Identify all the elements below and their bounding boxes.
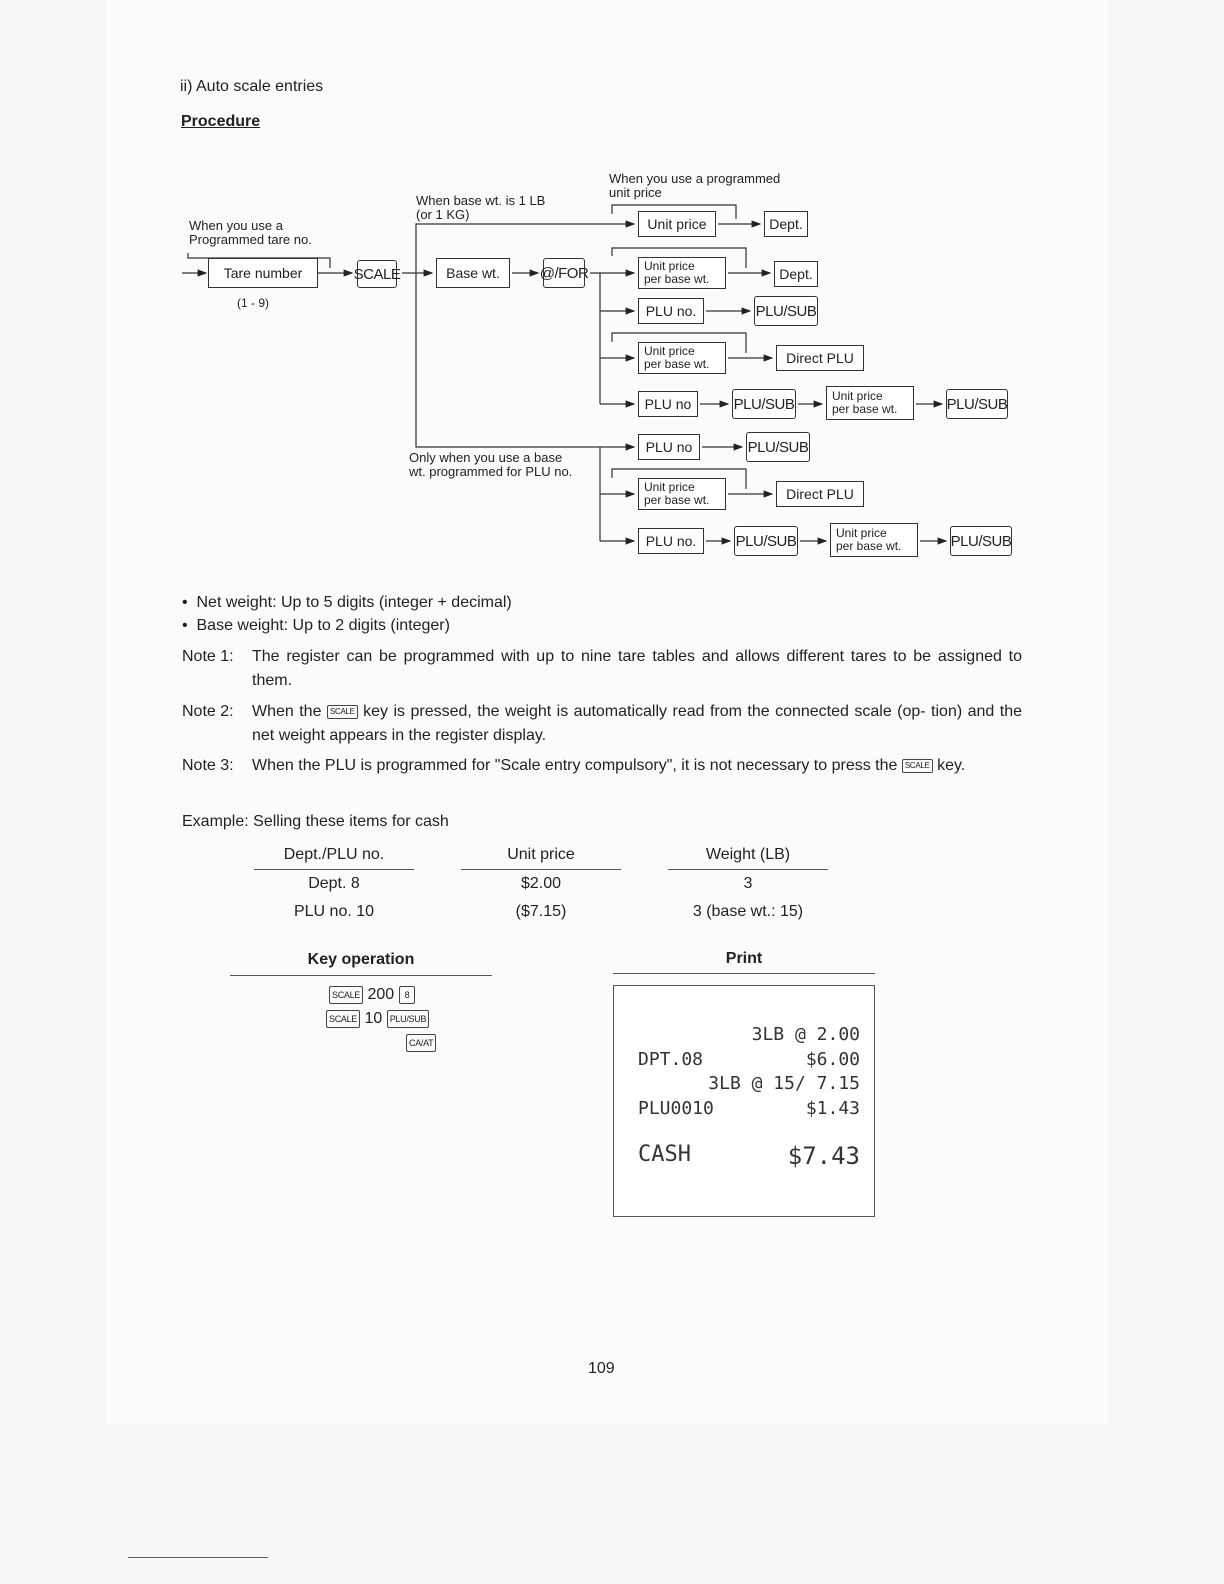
table-cell: $2.00 xyxy=(520,875,562,892)
unit-price-per-base-box-5: Unit price per base wt. xyxy=(830,523,918,557)
table-header: Dept./PLU no. xyxy=(283,846,385,863)
plu-no-box-2: PLU no xyxy=(638,391,698,417)
plu-sub-key-5: PLU/SUB xyxy=(734,526,798,556)
note-2: Note 2: When the SCALE key is pressed, the weight is automatically read from the connected scale (op- tion) and the net weight appears in the register display. xyxy=(182,703,1023,744)
procedure-label: Procedure xyxy=(181,113,261,130)
dept-8-key: 8 xyxy=(399,986,416,1004)
scale-key-op-2: SCALE xyxy=(326,1010,360,1028)
key-op-line-3 xyxy=(406,1034,436,1052)
dept-box-1: Dept. xyxy=(764,211,808,237)
receipt-total-line: CASH $7.43 xyxy=(638,1142,860,1170)
table-cell: ($7.15) xyxy=(515,903,567,920)
plu-sub-key-2: PLU/SUB xyxy=(732,389,796,419)
plu-sub-key-3: PLU/SUB xyxy=(946,389,1008,419)
table-header-rule xyxy=(461,869,621,870)
scale-key-inline-2: SCALE xyxy=(902,759,933,773)
flow-connectors xyxy=(0,0,1224,580)
key-op-line-1: SCALE 200 8 xyxy=(329,986,415,1004)
note-programmed-unit-price-1: When you use a programmed xyxy=(609,171,781,186)
key-op-line-2: SCALE 10 PLU/SUB xyxy=(326,1010,429,1028)
note-base-1lb-2: (or 1 KG) xyxy=(416,207,470,222)
table-header-rule xyxy=(254,869,414,870)
direct-plu-box-1: Direct PLU xyxy=(776,345,864,371)
unit-price-box: Unit price xyxy=(638,211,716,237)
tare-number-box: Tare number xyxy=(208,258,318,288)
example-label: Example: Selling these items for cash xyxy=(182,813,449,830)
unit-price-per-base-box-4: Unit price per base wt. xyxy=(638,478,726,510)
note-1: Note 1: The register can be programmed with up to nine tare tables and allows different tares to be assigned to them. xyxy=(182,648,1022,689)
page-number: 109 xyxy=(588,1360,615,1377)
table-cell: Dept. 8 xyxy=(308,875,360,892)
direct-plu-box-2: Direct PLU xyxy=(776,481,864,507)
table-header-rule xyxy=(668,869,828,870)
ca-at-key: CA/AT xyxy=(406,1034,436,1052)
base-wt-box: Base wt. xyxy=(436,258,510,288)
note-programmed-tare-2: Programmed tare no. xyxy=(189,232,312,247)
table-cell: PLU no. 10 xyxy=(293,903,375,920)
unit-price-per-base-box-1: Unit price per base wt. xyxy=(638,257,726,289)
scale-key-op-1: SCALE xyxy=(329,986,363,1004)
receipt: 3LB @ 2.00 DPT.08 $6.00 3LB @ 15/ 7.15 PLU0010 $1.43 CASH $7.43 xyxy=(613,985,875,1217)
receipt-line: DPT.08 $6.00 xyxy=(638,1049,860,1070)
note-programmed-unit-price-2: unit price xyxy=(609,185,662,200)
note-only-plu-2: wt. programmed for PLU no. xyxy=(409,464,573,479)
note-base-1lb-1: When base wt. is 1 LB xyxy=(416,193,546,208)
plu-no-box-4: PLU no. xyxy=(638,528,704,554)
footer-rule xyxy=(128,1557,268,1558)
note-3: Note 3: When the PLU is programmed for "Scale entry compulsory", it is not necessary to press the SCALE key. xyxy=(182,757,966,774)
branch-plu-only xyxy=(416,273,634,447)
scale-key: SCALE xyxy=(357,260,397,288)
bullet-base-weight: • Base weight: Up to 2 digits (integer) xyxy=(182,617,450,634)
unit-price-per-base-box-2: Unit price per base wt. xyxy=(638,342,726,374)
key-operation-rule xyxy=(230,975,492,976)
at-for-key: @/FOR xyxy=(543,258,585,288)
table-header: Unit price xyxy=(507,846,575,863)
unit-price-per-base-box-3: Unit price per base wt. xyxy=(826,386,914,420)
bullet-net-weight: • Net weight: Up to 5 digits (integer + decimal) xyxy=(182,594,512,611)
note-programmed-tare-1: When you use a xyxy=(189,218,283,233)
plu-no-box-1: PLU no. xyxy=(638,298,704,324)
print-title: Print xyxy=(725,950,763,967)
table-header: Weight (LB) xyxy=(705,846,791,863)
plu-sub-key-op: PLU/SUB xyxy=(387,1010,429,1028)
note-only-plu-1: Only when you use a base xyxy=(409,450,563,465)
tare-range: (1 - 9) xyxy=(237,296,270,310)
section-heading: ii) Auto scale entries xyxy=(180,78,324,95)
plu-no-box-3: PLU no xyxy=(638,434,700,460)
plu-sub-key-1: PLU/SUB xyxy=(754,296,818,326)
scale-key-inline-1: SCALE xyxy=(327,705,358,719)
table-cell: 3 (base wt.: 15) xyxy=(692,903,804,920)
dept-box-2: Dept. xyxy=(774,261,818,287)
table-cell: 3 xyxy=(743,875,753,892)
print-rule xyxy=(613,973,875,974)
plu-sub-key-6: PLU/SUB xyxy=(950,526,1012,556)
plu-sub-key-4: PLU/SUB xyxy=(746,432,810,462)
receipt-line: PLU0010 $1.43 xyxy=(638,1098,860,1119)
key-operation-title: Key operation xyxy=(307,951,415,968)
